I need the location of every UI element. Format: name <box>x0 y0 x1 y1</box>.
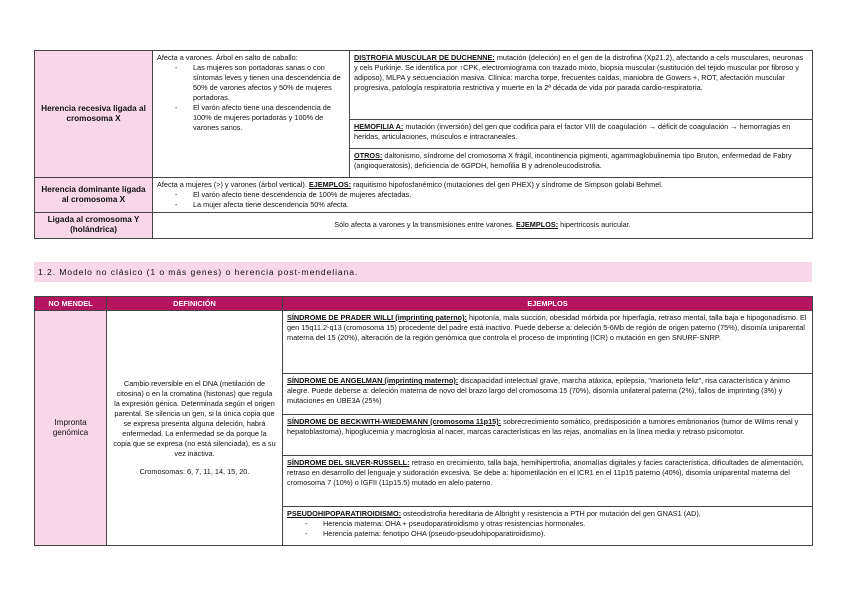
header-definicion: DEFINICIÓN <box>107 297 283 311</box>
dominante-intro: Afecta a mujeres (>) y varones (árbol vertical). <box>157 180 309 189</box>
example-text: osteodistrofia hereditaria de Albright y resistencia a PTH por mutación del gen GNAS1 (AD). <box>401 509 701 518</box>
row-label-recesiva: Herencia recesiva ligada al cromosoma X <box>35 51 153 178</box>
recesiva-intro: Afecta a varones. Árbol en salto de caballo: <box>157 53 298 62</box>
example-beckwith-wiedemann <box>283 415 813 456</box>
example-angelman <box>283 374 813 415</box>
impronta-chromosomes: Cromosomas: 6, 7, 11, 14, 15, 20. <box>139 467 250 477</box>
header-no-mendel: NO MENDEL <box>35 297 107 311</box>
hemofilia-title: HEMOFILIA A: <box>354 122 404 131</box>
example-title: SÍNDROME DE BECKWITH-WIEDEMANN (cromosoma 11p15): <box>287 417 502 426</box>
otros-text: daltonismo, síndrome del cromosoma X frágil, incontinencia pigmenti, agammaglobulinemia tipo Bruton, enfermedad de Fabry (angioqueratosis), deficiencia de 6GPDH, hemofilia B y adrenoleucodistrofia. <box>354 151 792 171</box>
list-item: - Herencia materna: OHA + pseudoparatiroidismo y otras resistencias hormonales. <box>323 519 808 529</box>
dominante-ej-text: raquitismo hipofosfanémico (mutaciones del gen PHEX) y síndrome de Simpson golabi Behmel. <box>351 180 663 189</box>
example-text: sobrecrecimiento somático, predisposición a tumores embrionarios (tumor de Wilms renal y hepatoblastoma), hipoglucemia y macroglosia al nacer, marcas características en las rejas, anomalías en la línea media y retraso psicomotor. <box>287 417 799 437</box>
non-mendelian-table <box>34 296 813 546</box>
row-label-dominante: Herencia dominante ligada al cromosoma X <box>35 178 153 213</box>
row-label-impronta: Impronta genómica <box>35 311 107 546</box>
example-title: SÍNDROME DE ANGELMAN (imprinting materno): <box>287 376 459 385</box>
holandrica-cell <box>153 213 813 239</box>
otros-cell <box>350 149 813 178</box>
list-item: - El varón afecto tiene una descendencia de 100% de mujeres portadoras y 100% de varones sanos. <box>193 103 345 133</box>
section-heading: 1.2. Modelo no clásico (1 o más genes) o herencia post-mendeliana. <box>34 262 812 282</box>
list-item: - La mujer afecta tiene descendencia 50% afecta. <box>193 200 808 210</box>
holandrica-text: Sólo afecta a varones y la transmisiones entre varones. <box>334 220 516 230</box>
impronta-definition-cell <box>107 311 283 546</box>
example-pseudohipoparatiroidismo <box>283 507 813 546</box>
duchenne-cell <box>350 51 813 120</box>
row-label-holandrica: Ligada al cromosoma Y (holándrica) <box>35 213 153 239</box>
hemofilia-cell <box>350 120 813 149</box>
duchenne-title: DISTROFIA MUSCULAR DE DUCHENNE: <box>354 53 495 62</box>
example-title: SÍNDROME DE PRADER WILLI (imprinting paterno): <box>287 313 467 322</box>
example-title: PSEUDOHIPOPARATIROIDISMO: <box>287 509 402 518</box>
impronta-definition: Cambio reversible en el DNA (metilación de citosina) o en la cromatina (histonas) que regula la expresión génica. Determinada según el origen parental. Se silencia un gen, si la única copia que se expresa presenta alguna deleción, habrá enfermedad. La enfermedad se da porque la copia que se expresa (no está silenciada), es a su vez inactiva. <box>113 378 276 459</box>
example-prader-willi <box>283 311 813 374</box>
list-item: - Las mujeres son portadoras sanas o con síntomas leves y tienen una descendencia de 50% de varones afectos y 50% de mujeres portadoras. <box>193 63 345 103</box>
example-text: hipotonía, mala succión, obesidad mórbida por hiperfagia, retraso mental, talla baja e hipogonadismo. El gen 15q11.2-q13 (cromosoma 15) procedente del padre está inactivo. Puede deberse a: deleción 5-6Mb de región de origen paterno (75%), disomía uniparental materna del 15 (20%), alteración de la región genómica que controla el proceso de imprinting (ICR) o mutación en gen SNURF-SNRP. <box>287 313 807 343</box>
example-title: SÍNDROME DEL SILVER-RUSSELL: <box>287 458 410 467</box>
inheritance-table <box>34 50 813 239</box>
holandrica-ej-text: hipertricosis auricular. <box>558 220 631 230</box>
list-item: - Herencia paterna: fenotipo OHA (pseudo-pseudohipoparatiroidismo). <box>323 529 808 539</box>
dominante-ej-title: EJEMPLOS: <box>308 180 352 189</box>
example-silver-russell <box>283 456 813 507</box>
recesiva-description <box>153 51 350 178</box>
hemofilia-text: mutación (inversión) del gen que codifica para el factor VIII de coagulación → déficit de coagulación → hemorragias en heridas, articulaciones, músculos e intracraneales. <box>354 122 791 142</box>
example-text: discapacidad intelectual grave, marcha atáxica, epilepsia, "marioneta feliz", risa característica y ánimo alegre. Puede deberse a: deleción materna de novo del brazo largo del cromosoma 15 (70%), disomía unilateral paterna (2%), fallos de imprinting (3%) y mutaciones en UBE3A (25%) <box>287 376 790 406</box>
dominante-cell <box>153 178 813 213</box>
holandrica-ej-title: EJEMPLOS: <box>515 220 559 230</box>
duchenne-text: mutación (deleción) en el gen de la distrofina (Xp21.2), afectando a cels musculares, neuronas y cels Purkinje. Se identifica por ↑CPK, electromiograma con trazado mixto, biopsia muscular (sustitución del tejido muscular por fibroso y adiposo), MLPA y secuenciación masiva. Clínica: marcha torpe, frecuentes caídas, maniobra de Gowers +, ROT, afectación muscular progresiva, patología respiratoria restrictiva y muerte en la 2ª década de vida por parada cardio-respiratoria. <box>354 53 804 93</box>
example-text: retraso en crecimiento, talla baja, hemihipertrofia, anomalías digitales y facies característica, dificultades de alimentación, retraso en desarrollo del lenguaje y sudoración excesiva. Se debe a: hipometilación en el ICR1 en el 11p15 paterno (40%), disomía uniparental materna del cromosoma 7 (10%) o IGFII (11p15.5) mutado en alelo paterno. <box>287 458 804 488</box>
otros-title: OTROS: <box>354 151 383 160</box>
header-ejemplos: EJEMPLOS <box>283 297 813 311</box>
list-item: - El varón afecto tiene descendencia de 100% de mujeres afectadas. <box>193 190 808 200</box>
